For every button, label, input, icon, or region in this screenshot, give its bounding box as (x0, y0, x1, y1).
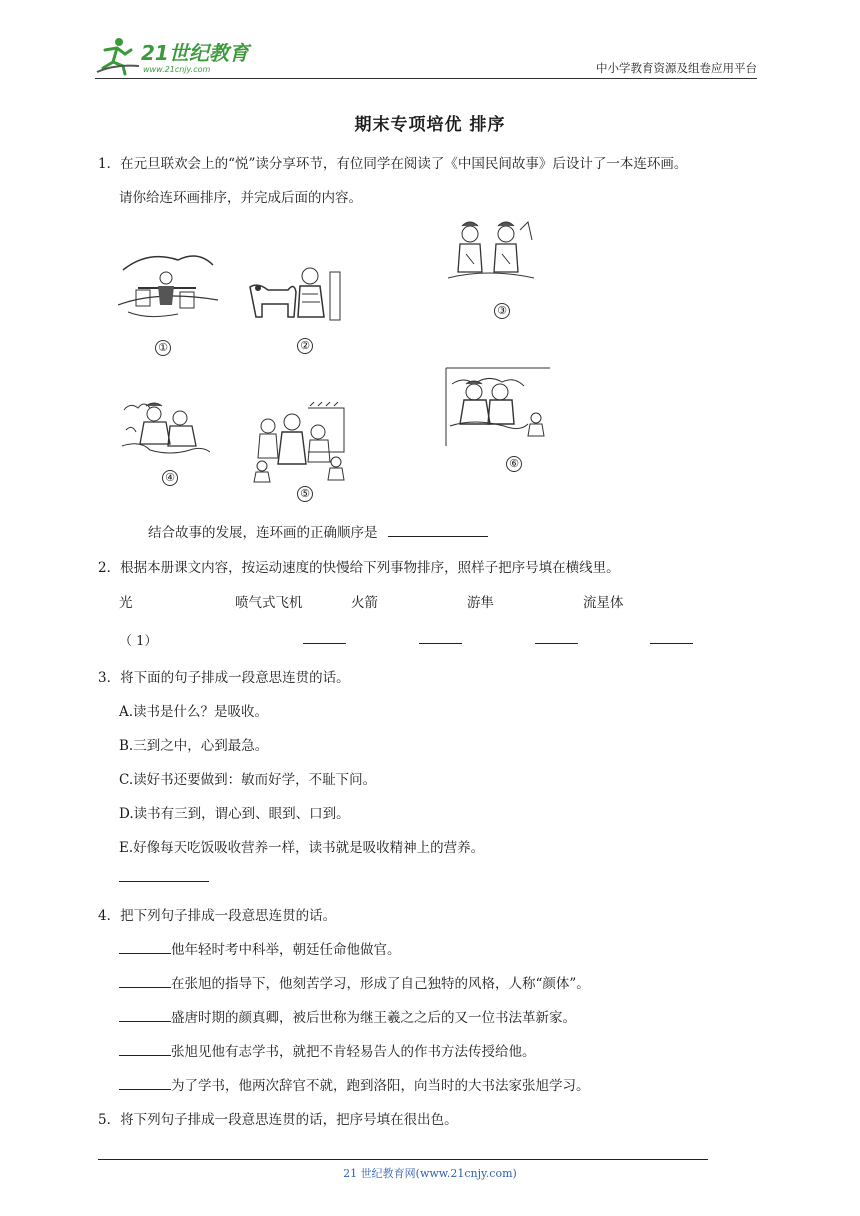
q2-blank-falcon[interactable] (535, 630, 578, 644)
q4-sentence-4-text: 张旭见他有志学书，就把不肯轻易告人的作书方法传授给他。 (171, 1044, 536, 1060)
site-logo[interactable] (95, 34, 265, 78)
q4-blank-3[interactable] (119, 1008, 171, 1022)
q3-option-a: A.读书是什么？是吸收。 (119, 704, 269, 720)
comic-picture-4 (120, 400, 210, 462)
q4-sentence-5-text: 为了学书，他两次辞官不就，跑到洛阳，向当时的大书法家张旭学习。 (171, 1078, 590, 1094)
picture-number-6: ⑥ (506, 456, 522, 472)
logo-text: 21世纪教育 (141, 41, 249, 65)
comic-picture-3 (448, 220, 534, 286)
header-divider (95, 78, 757, 79)
q4-sentence-3 (119, 1006, 576, 1026)
picture-number-3: ③ (494, 303, 510, 319)
q2-blank-rocket[interactable] (419, 630, 462, 644)
q4-blank-4[interactable] (119, 1042, 171, 1056)
q2-item-falcon: 游隼 (467, 595, 494, 611)
q4-blank-5[interactable] (119, 1076, 171, 1090)
q5-text: 5．将下列句子排成一段意思连贯的话，把序号填在很出色。 (98, 1112, 458, 1128)
picture-number-4: ④ (162, 470, 178, 486)
picture-number-2: ② (297, 338, 313, 354)
q4-sentence-4 (119, 1040, 536, 1060)
page-title: 期末专项培优 排序 (354, 115, 506, 135)
q1-answer-line (148, 521, 488, 541)
q2-blank-jet[interactable] (303, 630, 346, 644)
q3-option-e: E.好像每天吃饭吸收营养一样，读书就是吸收精神上的营养。 (119, 840, 485, 856)
q2-text: 2．根据本册课文内容，按运动速度的快慢给下列事物排序，照样子把序号填在横线里。 (98, 560, 620, 576)
q2-item-light: 光 (119, 595, 133, 611)
q4-sentence-1 (119, 938, 401, 958)
q1-answer-blank[interactable] (388, 523, 488, 537)
picture-number-5: ⑤ (297, 486, 313, 502)
logo-url: www.21cnjy.com (143, 65, 211, 74)
q4-text: 4．把下列句子排成一段意思连贯的话。 (98, 908, 337, 924)
q1-answer-prompt: 结合故事的发展，连环画的正确顺序是 (148, 525, 378, 541)
q2-item-jet: 喷气式飞机 (235, 595, 303, 611)
comic-picture-6 (444, 366, 550, 446)
q4-sentence-3-text: 盛唐时期的颜真卿，被后世称为继王羲之之后的又一位书法革新家。 (171, 1010, 576, 1026)
q3-option-c: C.读好书还要做到：敏而好学，不耻下问。 (119, 772, 377, 788)
q2-blank-meteor[interactable] (650, 630, 693, 644)
q1-text-line1: 1．在元旦联欢会上的“悦”读分享环节，有位同学在阅读了《中国民间故事》后设计了一本连环画。 (98, 156, 688, 172)
q4-sentence-1-text: 他年轻时考中科举，朝廷任命他做官。 (171, 942, 401, 958)
comic-picture-5 (248, 402, 348, 484)
comic-picture-1 (118, 250, 218, 325)
picture-number-1: ① (155, 340, 171, 356)
footer-link[interactable]: 21 世纪教育网(www.21cnjy.com) (343, 1167, 517, 1180)
platform-name: 中小学教育资源及组卷应用平台 (596, 61, 757, 75)
q2-item-meteor: 流星体 (583, 595, 624, 611)
q4-sentence-2-text: 在张旭的指导下，他刻苦学习，形成了自己独特的风格，人称“颜体”。 (171, 976, 590, 992)
q1-text-line2: 请你给连环画排序，并完成后面的内容。 (119, 190, 362, 206)
runner-logo-icon (95, 34, 265, 78)
q3-option-d: D.读书有三到，谓心到、眼到、口到。 (119, 806, 350, 822)
q4-blank-1[interactable] (119, 940, 171, 954)
q4-sentence-2 (119, 972, 590, 992)
footer-divider (98, 1159, 708, 1160)
q3-text: 3．将下面的句子排成一段意思连贯的话。 (98, 670, 350, 686)
q4-sentence-5 (119, 1074, 590, 1094)
q3-answer-blank[interactable] (119, 868, 209, 882)
q4-blank-2[interactable] (119, 974, 171, 988)
q3-option-b: B.三到之中，心到最急。 (119, 738, 269, 754)
q2-item-rocket: 火箭 (351, 595, 378, 611)
q2-example: （ 1） (119, 634, 158, 649)
comic-picture-2 (248, 262, 343, 324)
page-header (95, 34, 757, 80)
